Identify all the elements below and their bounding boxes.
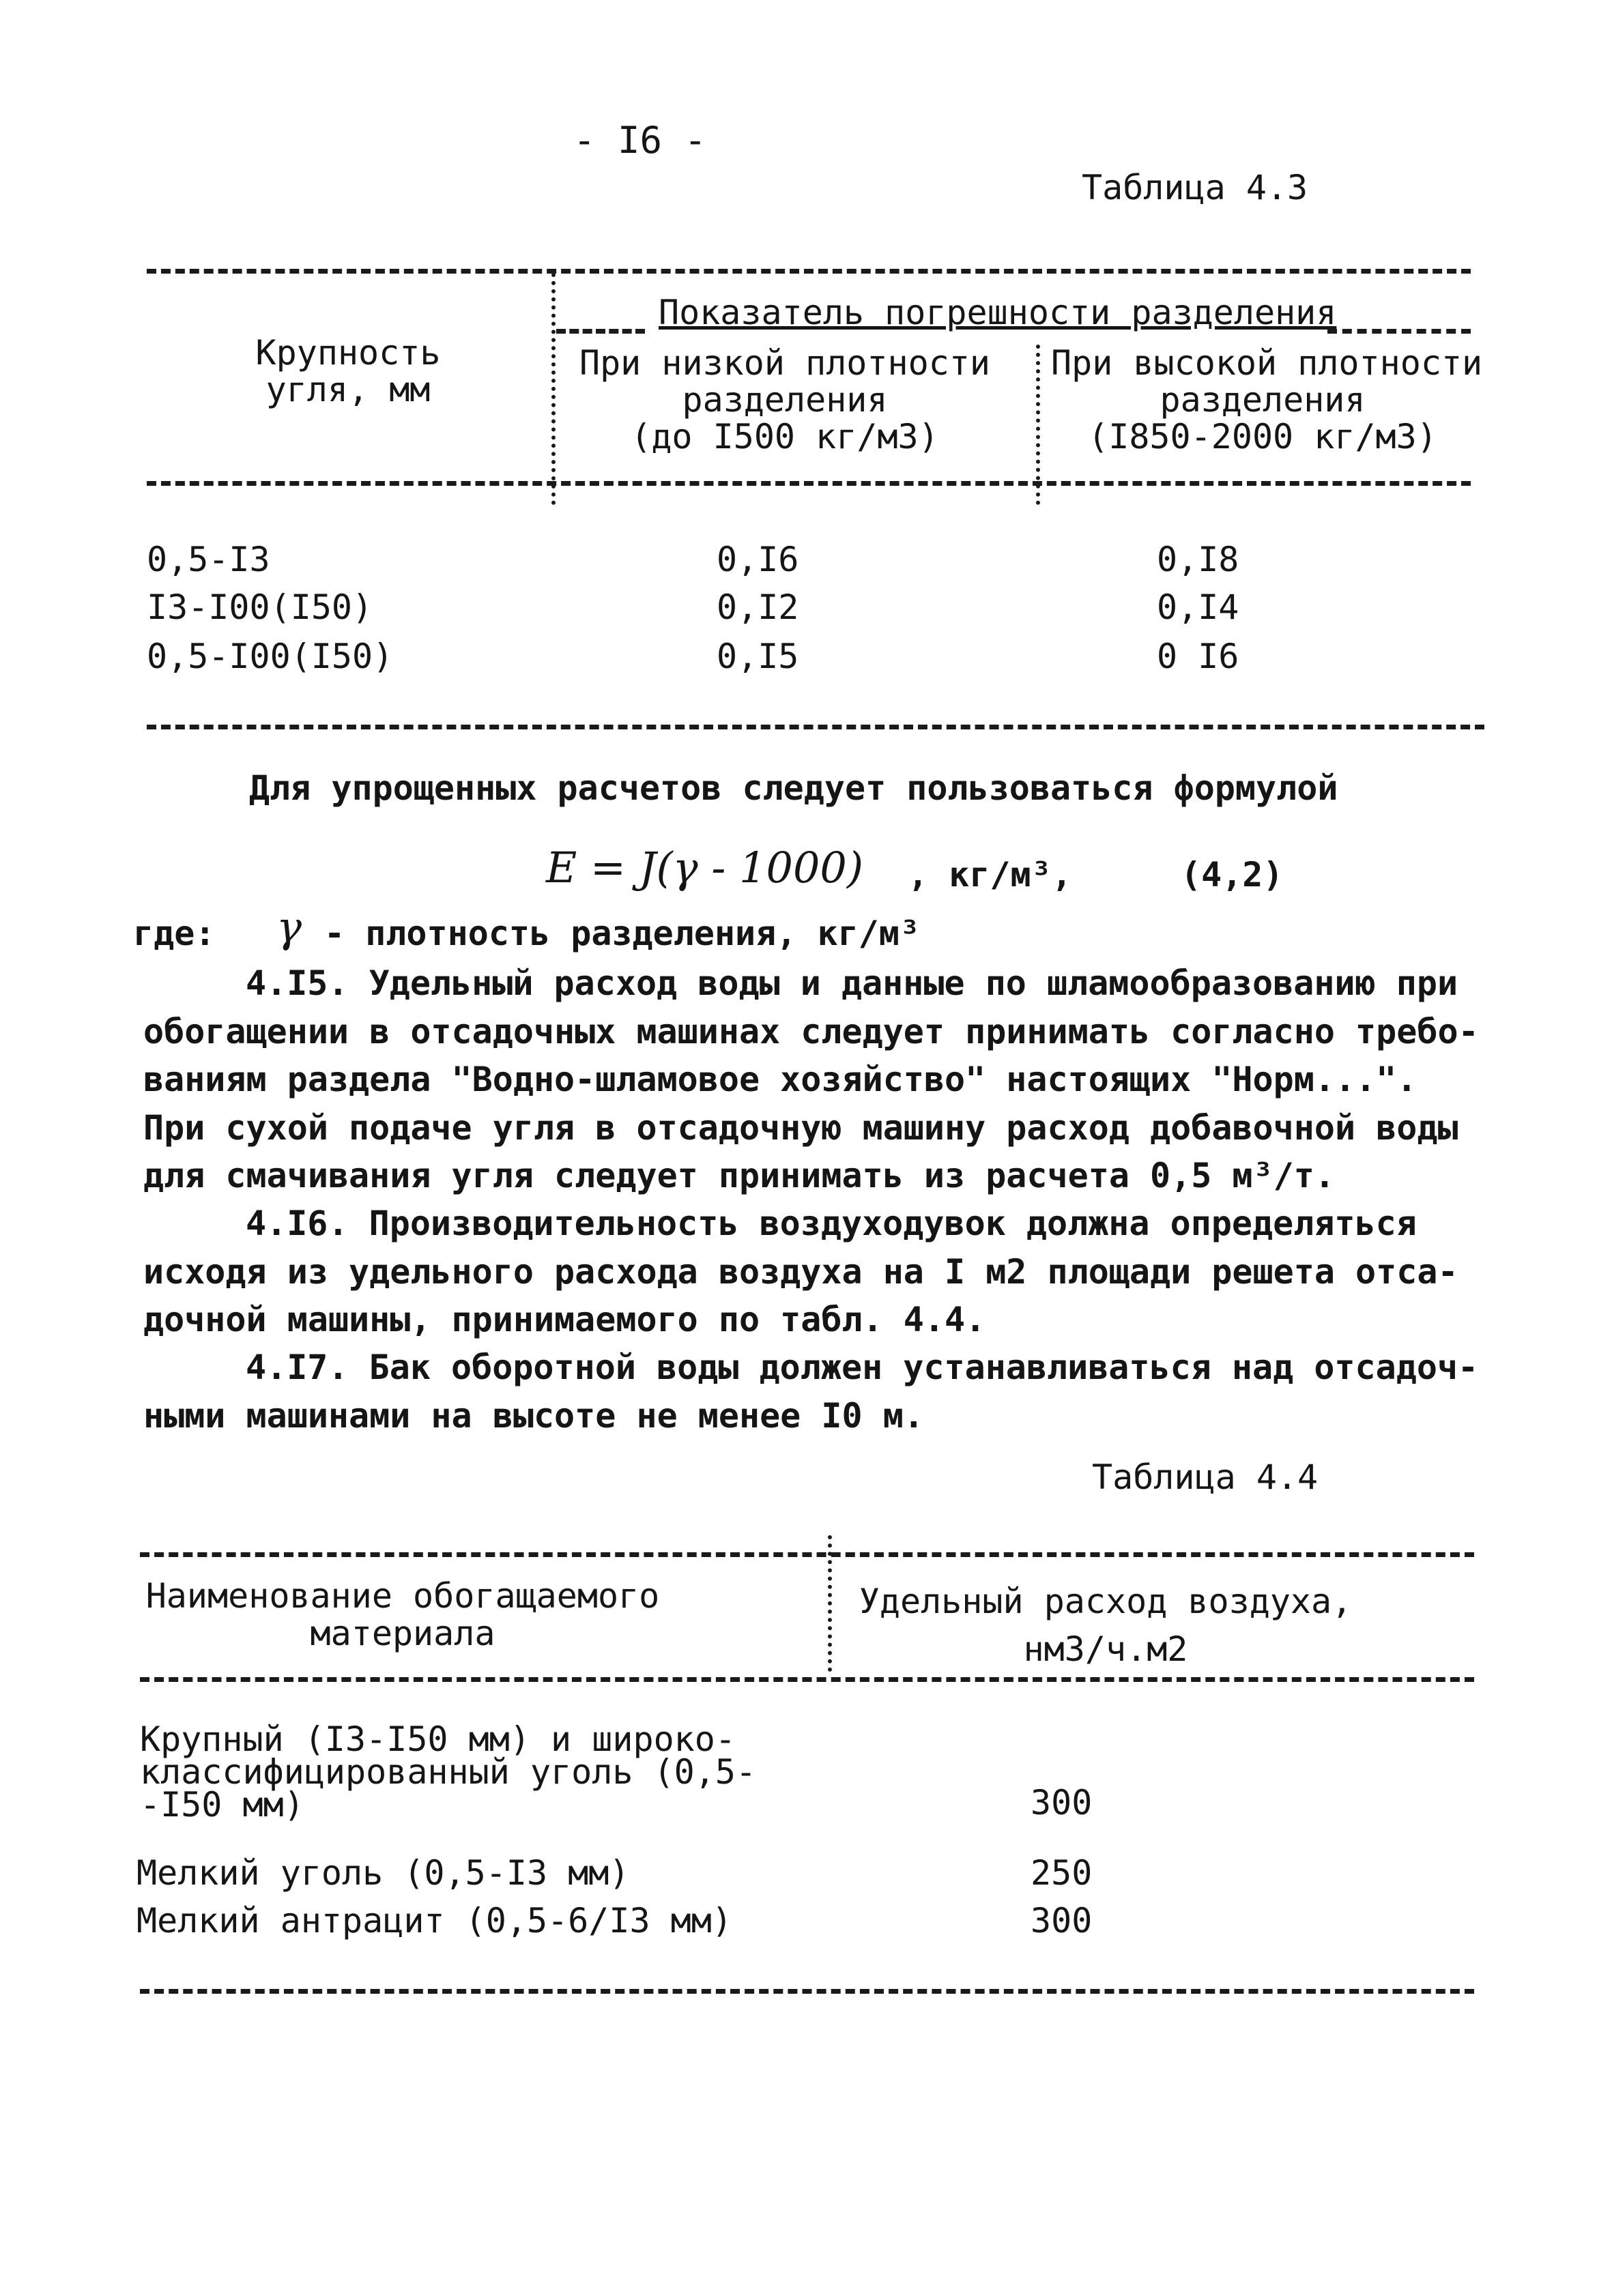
table-rule: [147, 481, 1471, 486]
paragraph-line: обогащении в отсадочных машинах следует принимать согласно требо-: [143, 1011, 1479, 1051]
paragraph-line: ваниям раздела "Водно-шламовое хозяйство" настоящих "Норм...".: [143, 1060, 1417, 1099]
cell-low: 0,I5: [717, 637, 799, 676]
cell-size: I3-I00(I50): [147, 587, 373, 627]
paragraph-line: 4.I5. Удельный расход воды и данные по шламообразованию при: [246, 963, 1458, 1003]
cell-low: 0,I2: [717, 587, 799, 627]
paragraph-line: 4.I7. Бак оборотной воды должен устанавливаться над отсадоч-: [246, 1348, 1479, 1387]
formula-expression: E = J(γ - 1000): [546, 843, 864, 892]
table-rule: [140, 1552, 1474, 1557]
cell-size: 0,5-I3: [147, 540, 270, 579]
column-header-size: Крупность угля, мм: [255, 333, 441, 409]
cell-value: 250: [1031, 1853, 1093, 1893]
formula-intro: Для упрощенных расчетов следует пользоваться формулой: [249, 768, 1338, 808]
group-header-rule-left: [556, 329, 645, 334]
cell-material: Мелкий уголь (0,5-I3 мм): [136, 1853, 630, 1893]
page-number: - I6 -: [573, 119, 707, 162]
formula-number: (4,2): [1181, 855, 1284, 895]
column-header-material: Наименование обогащаемого материала: [145, 1576, 660, 1653]
gamma-symbol: γ: [276, 902, 302, 952]
table-4-4-caption: Таблица 4.4: [1092, 1457, 1319, 1497]
column-header-low-density: При низкой плотности разделения (до I500 кг/м3): [579, 343, 991, 456]
cell-high: 0,I4: [1157, 587, 1239, 627]
table-rule: [140, 1989, 1474, 1994]
table-rule: [147, 269, 1471, 274]
table-4-3-caption: Таблица 4.3: [1082, 168, 1308, 207]
table-rule: [147, 725, 1484, 729]
paragraph-line: дочной машины, принимаемого по табл. 4.4.: [143, 1300, 986, 1339]
cell-high: 0,I8: [1157, 540, 1239, 579]
column-header-air-consumption: Удельный расход воздуха, нм3/ч.м2: [859, 1582, 1353, 1669]
paragraph-line: При сухой подаче угля в отсадочную машину расход добавочной воды: [143, 1107, 1458, 1148]
group-header-rule-right: [1327, 329, 1471, 334]
cell-low: 0,I6: [717, 540, 799, 579]
cell-high: 0 I6: [1157, 637, 1239, 676]
cell-value: 300: [1031, 1783, 1093, 1822]
formula-units: , кг/м³,: [908, 855, 1072, 895]
column-header-high-density: При высокой плотности разделения (I850-2000 кг/м3): [1051, 343, 1483, 456]
where-prefix: где:: [133, 914, 216, 953]
paragraph-line: ными машинами на высоте не менее I0 м.: [143, 1395, 924, 1436]
where-text: - плотность разделения, кг/м³: [324, 914, 920, 953]
paragraph-4-17: [143, 1343, 1479, 1440]
paragraph-line: исходя из удельного расхода воздуха на I м2 площади решета отса-: [143, 1251, 1458, 1292]
paragraph-line: 4.I6. Производительность воздуходувок должна определяться: [246, 1204, 1417, 1243]
group-header-error-index: Показатель погрешности разделения: [659, 293, 1337, 332]
cell-size: 0,5-I00(I50): [147, 637, 394, 676]
column-divider: [828, 1535, 832, 1672]
paragraph-line: для смачивания угля следует принимать из расчета 0,5 м³/т.: [143, 1156, 1335, 1195]
cell-value: 300: [1031, 1901, 1093, 1941]
cell-material: Мелкий антрацит (0,5-6/I3 мм): [136, 1901, 732, 1941]
cell-material: Крупный (I3-I50 мм) и широко- классифицированный уголь (0,5- -I50 мм): [140, 1719, 757, 1825]
column-divider: [551, 273, 556, 505]
table-rule: [140, 1677, 1474, 1682]
paragraph-4-16: [143, 1200, 1458, 1344]
paragraph-4-15: [143, 959, 1479, 1200]
